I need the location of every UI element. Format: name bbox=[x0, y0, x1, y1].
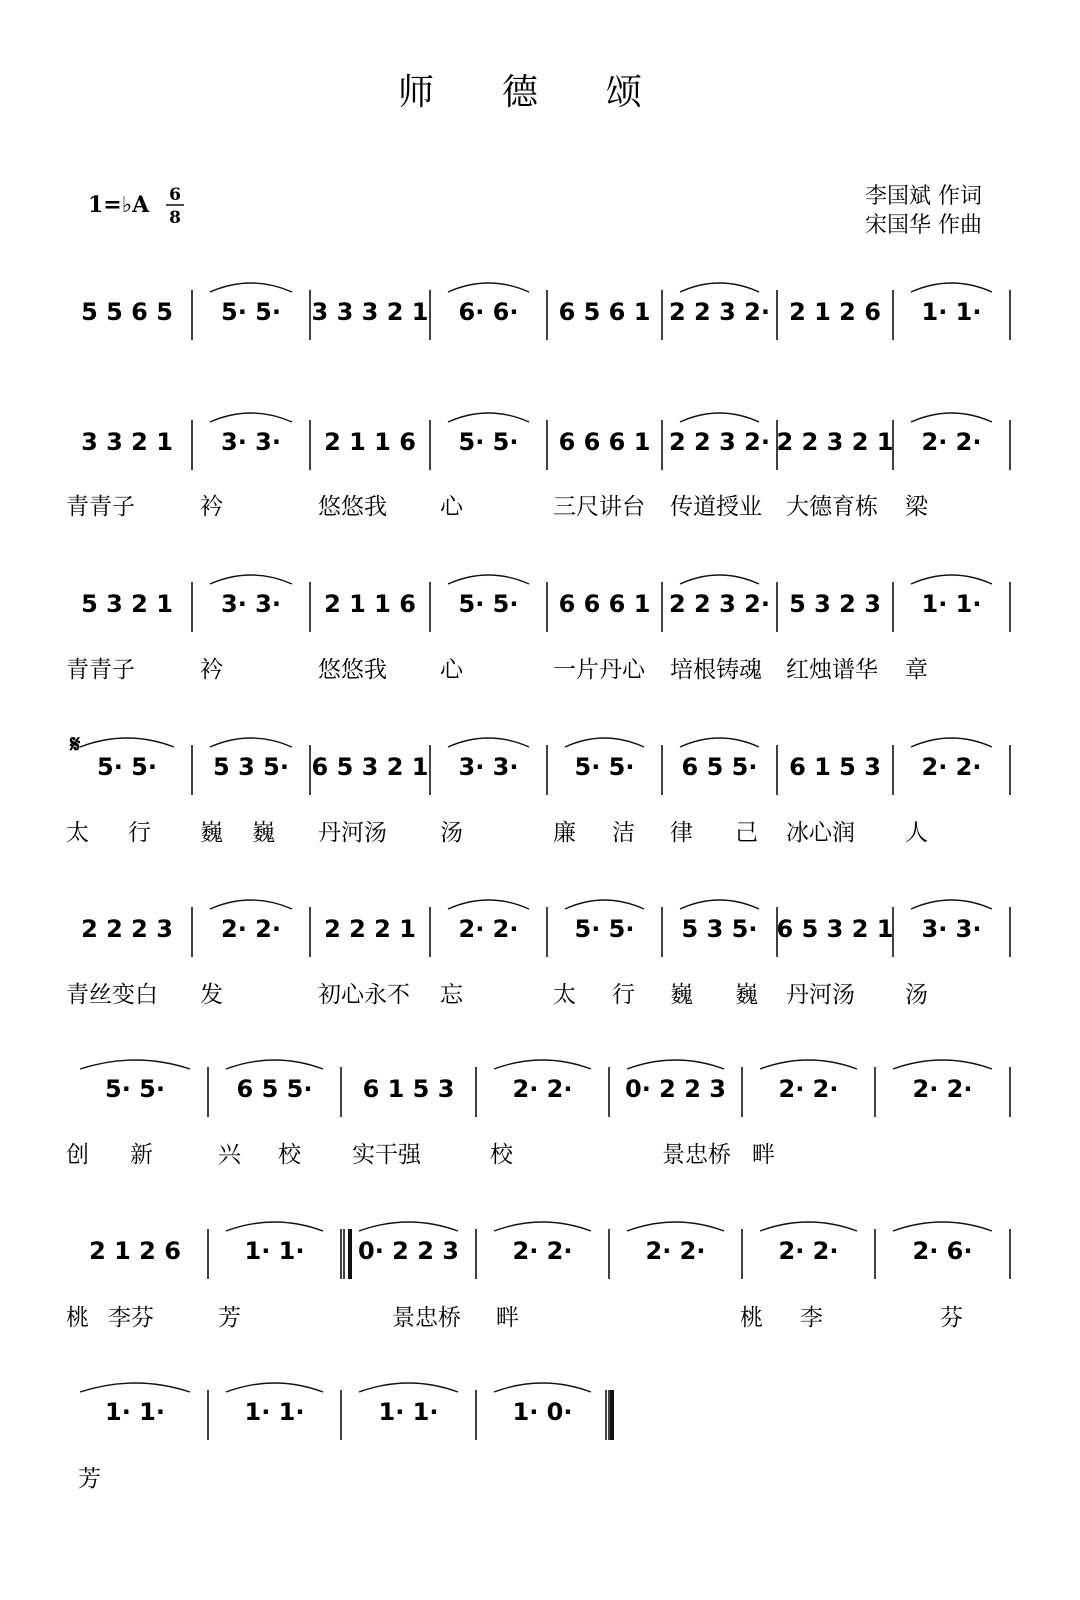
lyric-text: 畔 bbox=[752, 1142, 775, 1168]
slur bbox=[226, 1222, 323, 1231]
lyric-text: 李芬 bbox=[108, 1305, 154, 1331]
measure-notes: 1· 1· bbox=[378, 1398, 439, 1426]
measure-notes: 6 1 5 3 bbox=[362, 1075, 455, 1103]
lyric-text: 悠悠我 bbox=[318, 494, 387, 520]
measure-notes: 3· 3· bbox=[921, 915, 982, 943]
measure-notes: 2· 2· bbox=[778, 1075, 839, 1103]
composer-credit: 宋国华 作曲 bbox=[865, 213, 982, 238]
lyric-text: 巍 bbox=[200, 820, 223, 846]
slur bbox=[448, 283, 529, 292]
lyric-text: 青青子 bbox=[66, 494, 135, 520]
measure-notes: 5 3 5· bbox=[681, 915, 758, 943]
lyric-text: 巍 bbox=[670, 982, 693, 1008]
score-header bbox=[69, 72, 982, 758]
lyric-text: 畔 bbox=[496, 1305, 519, 1331]
slur bbox=[911, 413, 992, 422]
lyricist-credit: 李国斌 作词 bbox=[865, 184, 982, 209]
lyric-text: 汤 bbox=[440, 820, 463, 846]
slur bbox=[565, 900, 644, 909]
slur bbox=[80, 738, 174, 747]
slur bbox=[494, 1060, 591, 1069]
slur bbox=[80, 1383, 190, 1392]
lyric-text: 冰心润 bbox=[786, 820, 855, 846]
measure-notes: 2· 2· bbox=[912, 1075, 973, 1103]
lyric-text: 红烛谱华 bbox=[786, 657, 878, 683]
slur bbox=[359, 1222, 458, 1231]
slur bbox=[448, 413, 529, 422]
measure-notes: 5 3 5· bbox=[213, 753, 289, 781]
lyric-text: 大德育栋 bbox=[786, 494, 878, 520]
measure-notes: 1· 1· bbox=[921, 590, 982, 618]
measure-notes: 6 1 5 3 bbox=[789, 753, 881, 781]
slur bbox=[226, 1060, 323, 1069]
lyric-text: 芬 bbox=[940, 1305, 963, 1331]
lyric-text: 桃 bbox=[740, 1305, 763, 1331]
lyric-text: 洁 bbox=[612, 820, 635, 846]
measure-notes: 2· 2· bbox=[221, 915, 281, 943]
slur bbox=[210, 575, 292, 584]
measure-notes: 5· 5· bbox=[458, 428, 519, 456]
slur bbox=[911, 283, 992, 292]
lyric-text: 芳 bbox=[78, 1466, 101, 1492]
lyric-text: 三尺讲台 bbox=[553, 494, 645, 520]
measure-notes: 5· 5· bbox=[105, 1075, 165, 1103]
measure-notes: 6 5 3 2 1 bbox=[311, 753, 429, 781]
score-system bbox=[66, 1060, 1010, 1168]
measure-notes: 6 5 5· bbox=[681, 753, 758, 781]
slur bbox=[911, 575, 992, 584]
measure-notes: 2 1 2 6 bbox=[789, 298, 881, 326]
measure-notes: 2· 2· bbox=[512, 1075, 573, 1103]
measure-notes: 2 2 3 2· bbox=[669, 428, 770, 456]
lyric-text: 衿 bbox=[200, 657, 223, 683]
slur bbox=[210, 900, 292, 909]
lyric-text: 桃 bbox=[66, 1305, 89, 1331]
slur bbox=[494, 1383, 591, 1392]
lyric-text: 青青子 bbox=[66, 657, 135, 683]
lyric-text: 丹河汤 bbox=[318, 820, 387, 846]
measure-notes: 6 5 6 1 bbox=[558, 298, 651, 326]
measure-notes: 5· 5· bbox=[574, 915, 635, 943]
slur bbox=[680, 738, 759, 747]
lyric-text: 青丝变白 bbox=[66, 982, 158, 1008]
measure-notes: 5 3 2 1 bbox=[81, 590, 173, 618]
lyric-text: 汤 bbox=[905, 982, 928, 1008]
measure-notes: 3· 3· bbox=[221, 590, 281, 618]
lyric-text: 景忠桥 bbox=[392, 1305, 461, 1331]
lyric-text: 行 bbox=[612, 982, 635, 1008]
measure-notes: 6 5 3 2 1 bbox=[776, 915, 894, 943]
lyric-text: 章 bbox=[905, 657, 928, 683]
measure-notes: 5· 5· bbox=[458, 590, 519, 618]
measure-notes: 3 3 2 1 bbox=[81, 428, 173, 456]
measure-notes: 2 2 3 2 1 bbox=[776, 428, 894, 456]
measure-notes: 2 2 3 2· bbox=[669, 590, 770, 618]
lyric-text: 人 bbox=[905, 820, 928, 846]
lyric-text: 忘 bbox=[440, 982, 463, 1008]
score-system bbox=[81, 283, 1010, 340]
slur bbox=[448, 575, 529, 584]
measure-notes: 6· 6· bbox=[458, 298, 519, 326]
lyric-text: 芳 bbox=[218, 1305, 241, 1331]
time-signature-numerator: 6 bbox=[169, 185, 181, 205]
lyric-text: 衿 bbox=[200, 494, 223, 520]
slur bbox=[565, 738, 644, 747]
measure-notes: 5 5 6 5 bbox=[81, 298, 173, 326]
measure-notes: 2 2 2 3 bbox=[81, 915, 173, 943]
lyric-text: 太 bbox=[66, 820, 89, 846]
slur bbox=[210, 283, 292, 292]
time-signature-denominator: 8 bbox=[169, 208, 181, 228]
lyric-text: 廉 bbox=[553, 820, 576, 846]
measure-notes: 3· 3· bbox=[458, 753, 519, 781]
lyric-text: 培根铸魂 bbox=[670, 657, 762, 683]
measure-notes: 1· 1· bbox=[105, 1398, 165, 1426]
lyric-text: 梁 bbox=[905, 494, 928, 520]
slur bbox=[627, 1060, 724, 1069]
measure-notes: 2 2 2 1 bbox=[324, 915, 416, 943]
score-system bbox=[66, 900, 1010, 1008]
measure-notes: 2· 2· bbox=[512, 1237, 573, 1265]
lyric-text: 己 bbox=[735, 820, 758, 846]
measure-notes: 1· 0· bbox=[512, 1398, 573, 1426]
lyric-text: 校 bbox=[490, 1142, 513, 1168]
lyric-text: 传道授业 bbox=[670, 494, 762, 520]
segno-sign: 𝄋 bbox=[70, 730, 81, 758]
measure-notes: 3 3 3 2 1 bbox=[311, 298, 429, 326]
measure-notes: 2· 2· bbox=[921, 753, 982, 781]
score-systems bbox=[66, 283, 1010, 1492]
lyric-text: 心 bbox=[440, 657, 463, 683]
slur bbox=[911, 900, 992, 909]
slur bbox=[448, 900, 529, 909]
score-system bbox=[66, 1222, 1010, 1331]
measure-notes: 2· 2· bbox=[778, 1237, 839, 1265]
lyric-text: 巍 bbox=[252, 820, 275, 846]
measure-notes: 0· 2 2 3 bbox=[625, 1075, 726, 1103]
measure-notes: 3· 3· bbox=[221, 428, 281, 456]
slur bbox=[680, 413, 759, 422]
measure-notes: 2· 6· bbox=[912, 1237, 973, 1265]
lyric-text: 太 bbox=[553, 982, 576, 1008]
slur bbox=[911, 738, 992, 747]
measure-notes: 2· 2· bbox=[645, 1237, 706, 1265]
lyric-text: 景忠桥 bbox=[662, 1142, 731, 1168]
lyric-text: 新 bbox=[130, 1142, 153, 1168]
measure-notes: 2 1 1 6 bbox=[324, 590, 416, 618]
slur bbox=[359, 1383, 458, 1392]
score-system bbox=[66, 413, 1010, 520]
slur bbox=[680, 900, 759, 909]
measure-notes: 6 5 5· bbox=[236, 1075, 313, 1103]
slur bbox=[210, 413, 292, 422]
slur bbox=[760, 1222, 857, 1231]
slur bbox=[210, 738, 292, 747]
measure-notes: 2· 2· bbox=[921, 428, 982, 456]
measure-notes: 5 3 2 3 bbox=[789, 590, 881, 618]
measure-notes: 6 6 6 1 bbox=[558, 590, 651, 618]
measure-notes: 2· 2· bbox=[458, 915, 519, 943]
slur bbox=[893, 1222, 992, 1231]
lyric-text: 发 bbox=[200, 982, 223, 1008]
measure-notes: 1· 1· bbox=[921, 298, 982, 326]
measure-notes: 1· 1· bbox=[244, 1398, 305, 1426]
lyric-text: 兴 bbox=[218, 1142, 241, 1168]
slur bbox=[448, 738, 529, 747]
slur bbox=[760, 1060, 857, 1069]
lyric-text: 行 bbox=[128, 820, 151, 846]
lyric-text: 律 bbox=[670, 820, 693, 846]
score-system bbox=[66, 738, 1010, 846]
lyric-text: 巍 bbox=[735, 982, 758, 1008]
slur bbox=[627, 1222, 724, 1231]
lyric-text: 李 bbox=[800, 1305, 823, 1331]
score-system bbox=[66, 575, 1010, 683]
score-system bbox=[78, 1383, 609, 1492]
score-title: 师德颂 bbox=[398, 72, 711, 113]
measure-notes: 5· 5· bbox=[221, 298, 281, 326]
lyric-text: 创 bbox=[66, 1142, 89, 1168]
lyric-text: 悠悠我 bbox=[318, 657, 387, 683]
slur bbox=[893, 1060, 992, 1069]
lyric-text: 实干强 bbox=[352, 1142, 421, 1168]
measure-notes: 2 1 2 6 bbox=[89, 1237, 181, 1265]
lyric-text: 初心永不 bbox=[318, 982, 410, 1008]
slur bbox=[680, 283, 759, 292]
slur bbox=[494, 1222, 591, 1231]
lyric-text: 丹河汤 bbox=[786, 982, 855, 1008]
measure-notes: 1· 1· bbox=[244, 1237, 305, 1265]
slur bbox=[680, 575, 759, 584]
slur bbox=[226, 1383, 323, 1392]
repeat-sign bbox=[344, 1229, 350, 1279]
measure-notes: 2 1 1 6 bbox=[324, 428, 416, 456]
lyric-text: 一片丹心 bbox=[553, 657, 645, 683]
lyric-text: 心 bbox=[440, 494, 463, 520]
measure-notes: 5· 5· bbox=[574, 753, 635, 781]
measure-notes: 0· 2 2 3 bbox=[358, 1237, 459, 1265]
key-signature: 1=♭A bbox=[88, 192, 150, 218]
measure-notes: 2 2 3 2· bbox=[669, 298, 770, 326]
measure-notes: 5· 5· bbox=[97, 753, 157, 781]
measure-notes: 6 6 6 1 bbox=[558, 428, 651, 456]
slur bbox=[80, 1060, 190, 1069]
lyric-text: 校 bbox=[278, 1142, 301, 1168]
